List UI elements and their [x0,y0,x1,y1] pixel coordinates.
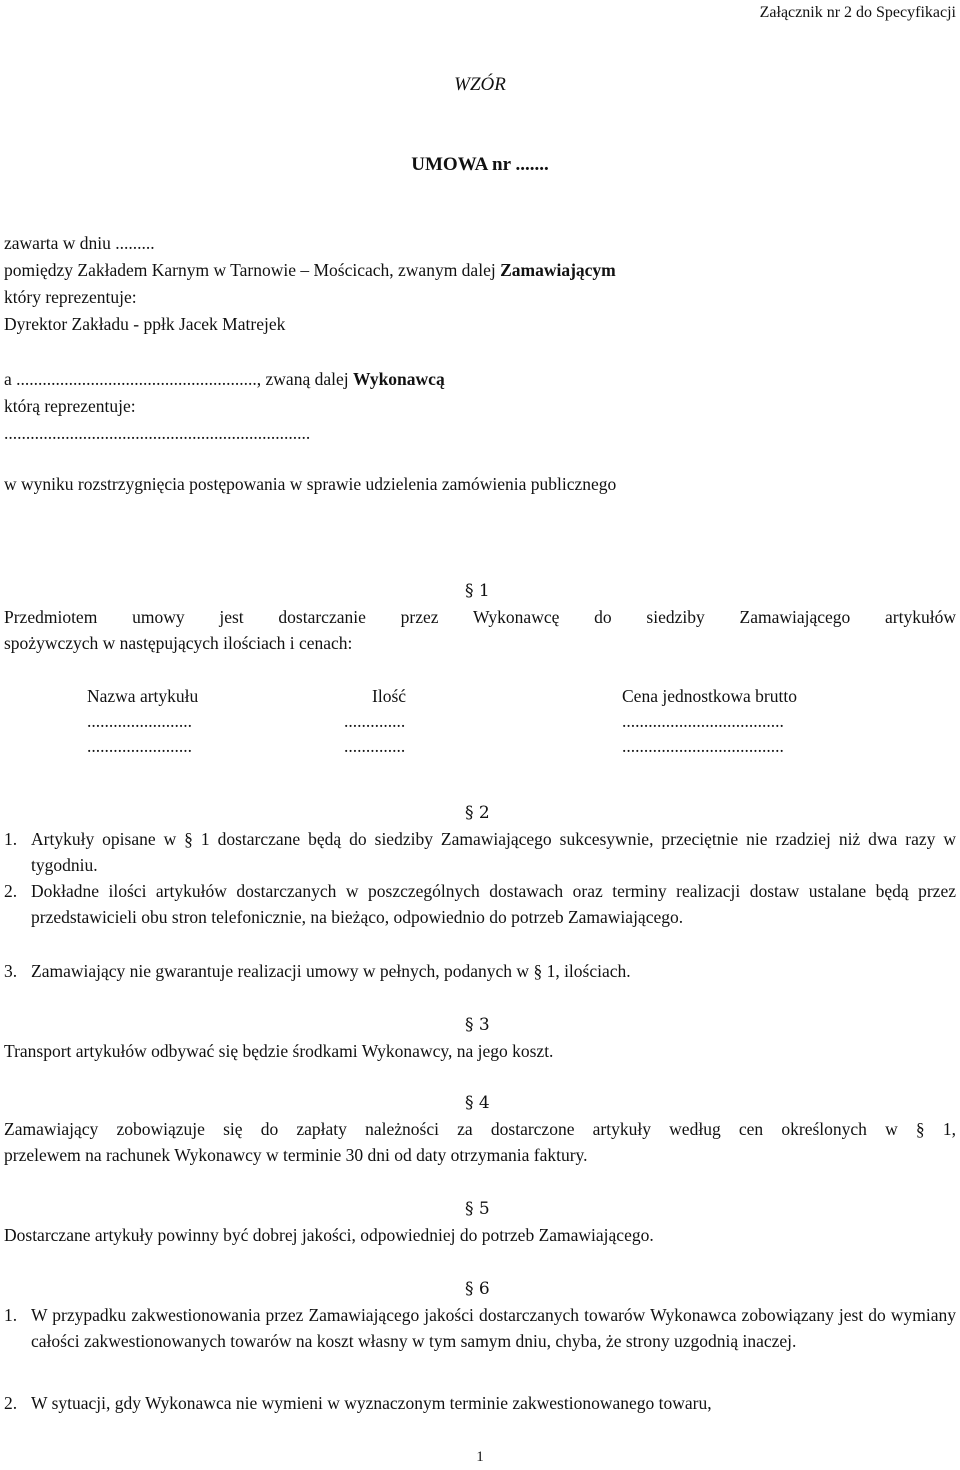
table-header-name: Nazwa artykułu [87,686,199,706]
intro-director-line: Dyrektor Zakładu - ppłk Jacek Matrejek [4,314,286,334]
item-text: W sytuacji, gdy Wykonawca nie wymieni w wyznaczonym terminie zakwestionowanego towaru, [31,1393,712,1413]
table-cell: .............. [344,736,406,756]
item-number: 1. [4,1305,18,1325]
section-2-heading: § 2 [465,803,490,823]
section-6-item-2 [4,1390,956,1416]
ordering-party-label: Zamawiającym [500,260,616,280]
section-5-text: Dostarczane artykuły powinny być dobrej jakości, odpowiedniej do potrzeb Zamawiającego. [4,1225,654,1245]
intro-contractor-text: a ......................................................., zwaną dalej [4,369,353,389]
section-3-heading: § 3 [465,1015,490,1035]
table-cell: ..................................... [622,711,784,731]
table-cell: .............. [344,711,406,731]
table-cell: ........................ [87,711,192,731]
section-1-text-line1: Przedmiotem umowy jest dostarczanie przez Wykonawcę do siedziby Zamawiającego artykułów [4,607,956,627]
intro-date-line: zawarta w dniu ......... [4,233,155,253]
section-6-item-1 [4,1302,956,1354]
section-2-item-1 [4,826,956,878]
contractor-label: Wykonawcą [352,369,445,389]
section-4-text-line1: Zamawiający zobowiązuje się do zapłaty należności za dostarczone artykuły według cen określonych w § 1, [4,1119,956,1139]
intro-parties-text: pomiędzy Zakładem Karnym w Tarnowie – Mościcach, zwanym dalej [4,260,501,280]
intro-contractor-rep-label: którą reprezentuje: [4,396,136,416]
item-text: W przypadku zakwestionowania przez Zamawiającego jakości dostarczanych towarów Wykonawca zobowiązany jest do wymiany całości zakwestionowanych towarów na koszt własny w tym samym dniu, chyba, że strony uzgodnią inaczej. [31,1305,956,1351]
template-label: WZÓR [454,74,506,95]
intro-contractor-line [4,366,445,392]
attachment-header: Załącznik nr 2 do Specyfikacji [759,4,956,21]
section-6-heading: § 6 [465,1279,490,1299]
contract-title: UMOWA nr ....... [411,154,549,175]
table-cell: ........................ [87,736,192,756]
section-1-text-line2: spożywczych w następujących ilościach i cenach: [4,633,353,653]
table-header-quantity: Ilość [372,686,407,706]
intro-procedure-line: w wyniku rozstrzygnięcia postępowania w sprawie udzielenia zamówienia publicznego [4,474,617,494]
item-number: 3. [4,961,18,981]
intro-contractor-rep-blank: ...................................................................... [4,423,311,443]
intro-parties-line [4,257,616,283]
page-number: 1 [476,1449,484,1465]
item-text: Artykuły opisane w § 1 dostarczane będą do siedziby Zamawiającego sukcesywnie, przeciętnie nie rzadziej niż dwa razy w tygodniu. [31,829,956,875]
section-4-text-line2: przelewem na rachunek Wykonawcy w terminie 30 dni od daty otrzymania faktury. [4,1145,588,1165]
intro-representative-label: który reprezentuje: [4,287,137,307]
section-2-item-2 [4,878,956,930]
item-number: 2. [4,881,18,901]
section-1-heading: § 1 [465,581,490,601]
item-text: Dokładne ilości artykułów dostarczanych w poszczególnych dostawach oraz terminy realizacji dostaw ustalane będą przez przedstawicieli obu stron telefonicznie, na bieżąco, odpowiednio do potrzeb Zamawiającego. [31,881,956,927]
section-5-heading: § 5 [465,1199,490,1219]
item-number: 2. [4,1393,18,1413]
item-text: Zamawiający nie gwarantuje realizacji umowy w pełnych, podanych w § 1, ilościach. [31,961,631,981]
section-3-text: Transport artykułów odbywać się będzie środkami Wykonawcy, na jego koszt. [4,1041,554,1061]
section-4-heading: § 4 [465,1093,490,1113]
section-2-item-3 [4,958,956,984]
table-header-price: Cena jednostkowa brutto [622,686,797,706]
table-cell: ..................................... [622,736,784,756]
item-number: 1. [4,829,18,849]
